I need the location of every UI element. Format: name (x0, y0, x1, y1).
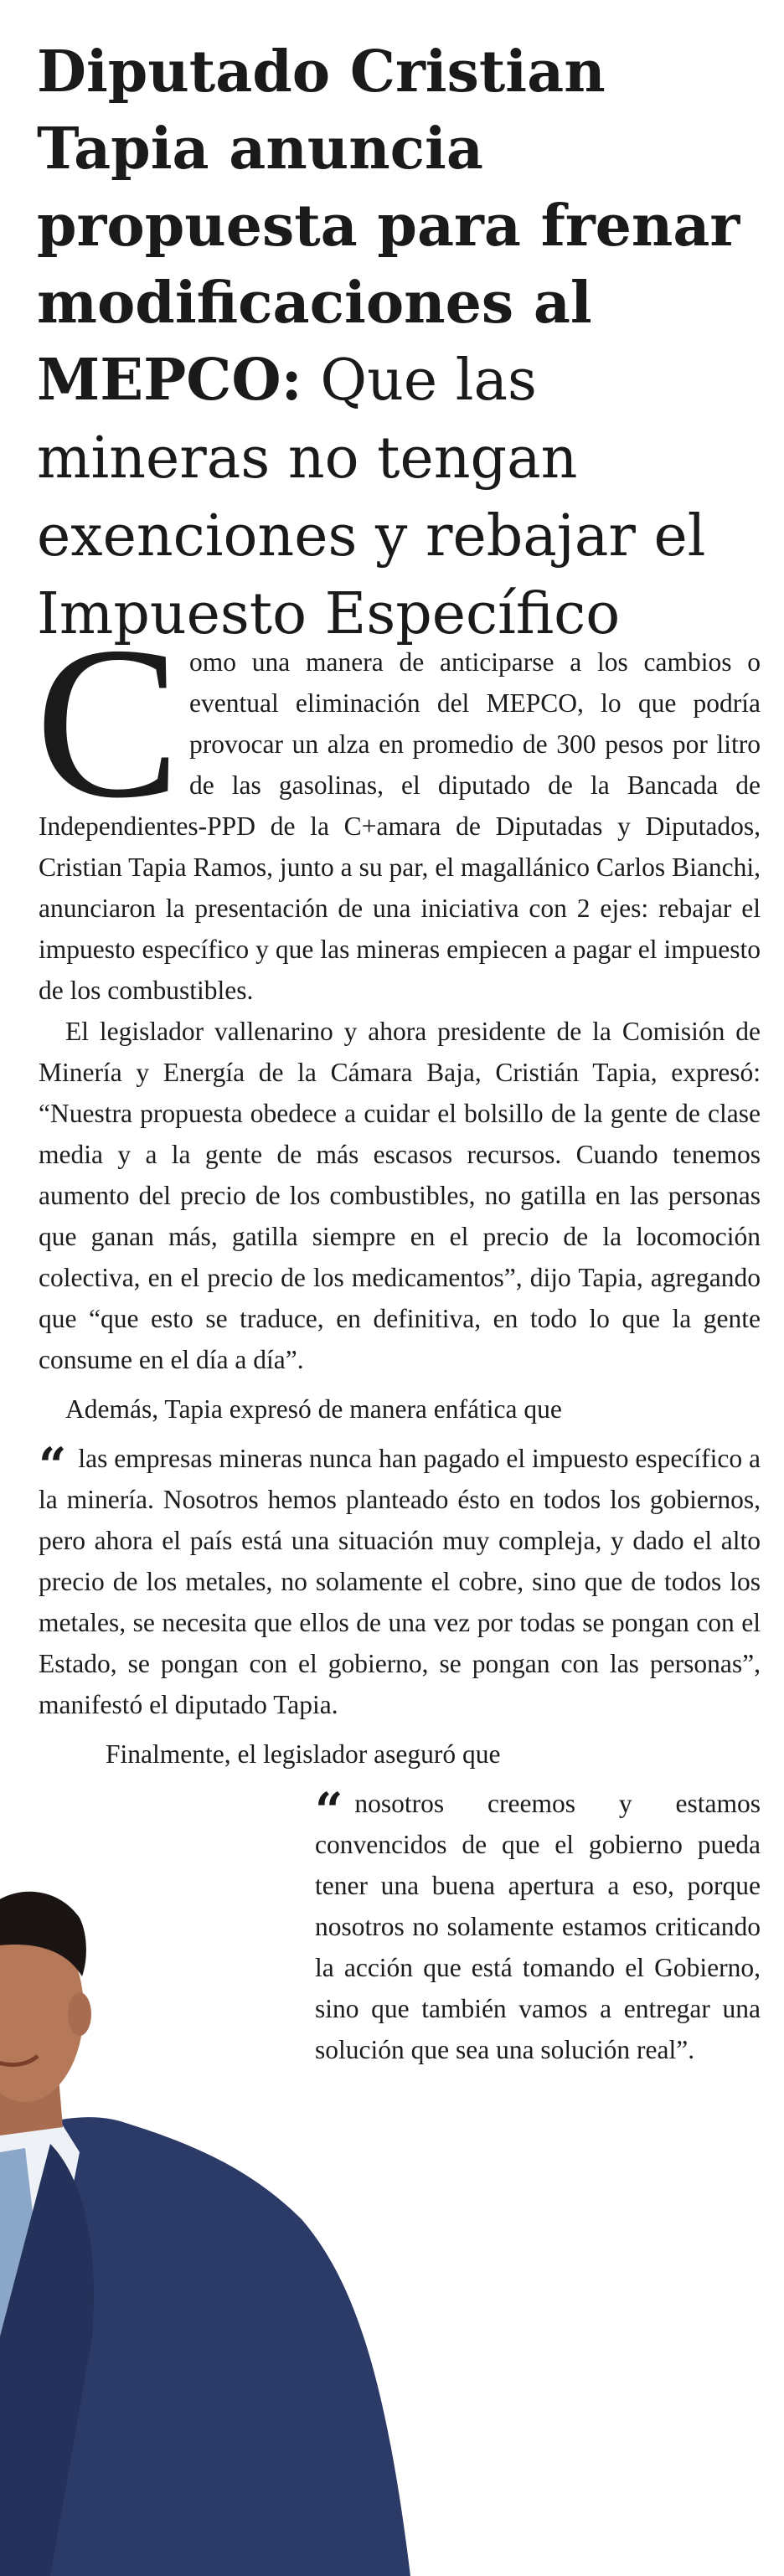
quote-1 (39, 1438, 761, 1725)
headline-subtitle: Que las mineras no tengan exenciones y rebajar el Impuesto Específico (37, 348, 706, 647)
quote-1-text: las empresas mineras nunca han pagado el impuesto específico a la minería. Nosotros hemos planteado ésto en todos los gobiernos, pero ahora el país está una situación muy compleja, y dado el alto precio de los metales, no solamente el cobre, sino que de todos los metales, se necesita que ellos de una vez por todas se pongan con el Estado, se pongan con el gobierno, se pongan con las personas”, manifestó el diputado Tapia. (39, 1444, 761, 1719)
headline-bold: Diputado Cristian Tapia anuncia propuesta para frenar modificaciones al MEPCO: (37, 39, 740, 414)
paragraph-4-lead: Finalmente, el legislador aseguró que (106, 1739, 501, 1769)
quote-mark-icon: “ (39, 1437, 67, 1494)
article-body (39, 641, 761, 2070)
quote-mark-icon: “ (315, 1782, 343, 1839)
paragraph-2: El legislador vallenarino y ahora presidente de la Comisión de Minería y Energía de la Cámara Baja, Cristián Tapia, expresó: “Nuestra propuesta obedece a cuidar el bolsillo de la gente de clase media y a la gente de más escasos recursos. Cuando tenemos aumento del precio de los combustibles, no gatilla en las personas que ganan más, gatilla siempre en el precio de la locomoción colectiva, en el precio de los medicamentos”, dijo Tapia, agregando que “que esto se traduce, en definitiva, en todo lo que la gente consume en el día a día”. (39, 1017, 761, 1374)
quote-2-text: nosotros creemos y estamos convencidos de que el gobierno pueda tener una buena apertura a eso, porque nosotros no solamente estamos criticando la acción que está tomando el Gobierno, sino que también vamos a entregar una solución que sea una solución real”. (315, 1789, 761, 2064)
paragraph-3-lead: Además, Tapia expresó de manera enfática que (65, 1394, 562, 1424)
drop-cap: C (35, 602, 181, 843)
paragraph-1: omo una manera de anticiparse a los cambios o eventual eliminación del MEPCO, lo que podría provocar un alza en promedio de 300 pesos por litro de las gasolinas, el diputado de la Bancada de Independientes-PPD de la C+amara de Diputadas y Diputados, Cristian Tapia Ramos, junto a su par, el magallánico Carlos Bianchi, anunciaron la presentación de una iniciativa con 2 ejes: rebajar el impuesto específico y que las mineras empiecen a pagar el impuesto de los combustibles. (39, 647, 761, 1005)
deputy-photo (0, 1868, 436, 2576)
headline (37, 33, 774, 653)
